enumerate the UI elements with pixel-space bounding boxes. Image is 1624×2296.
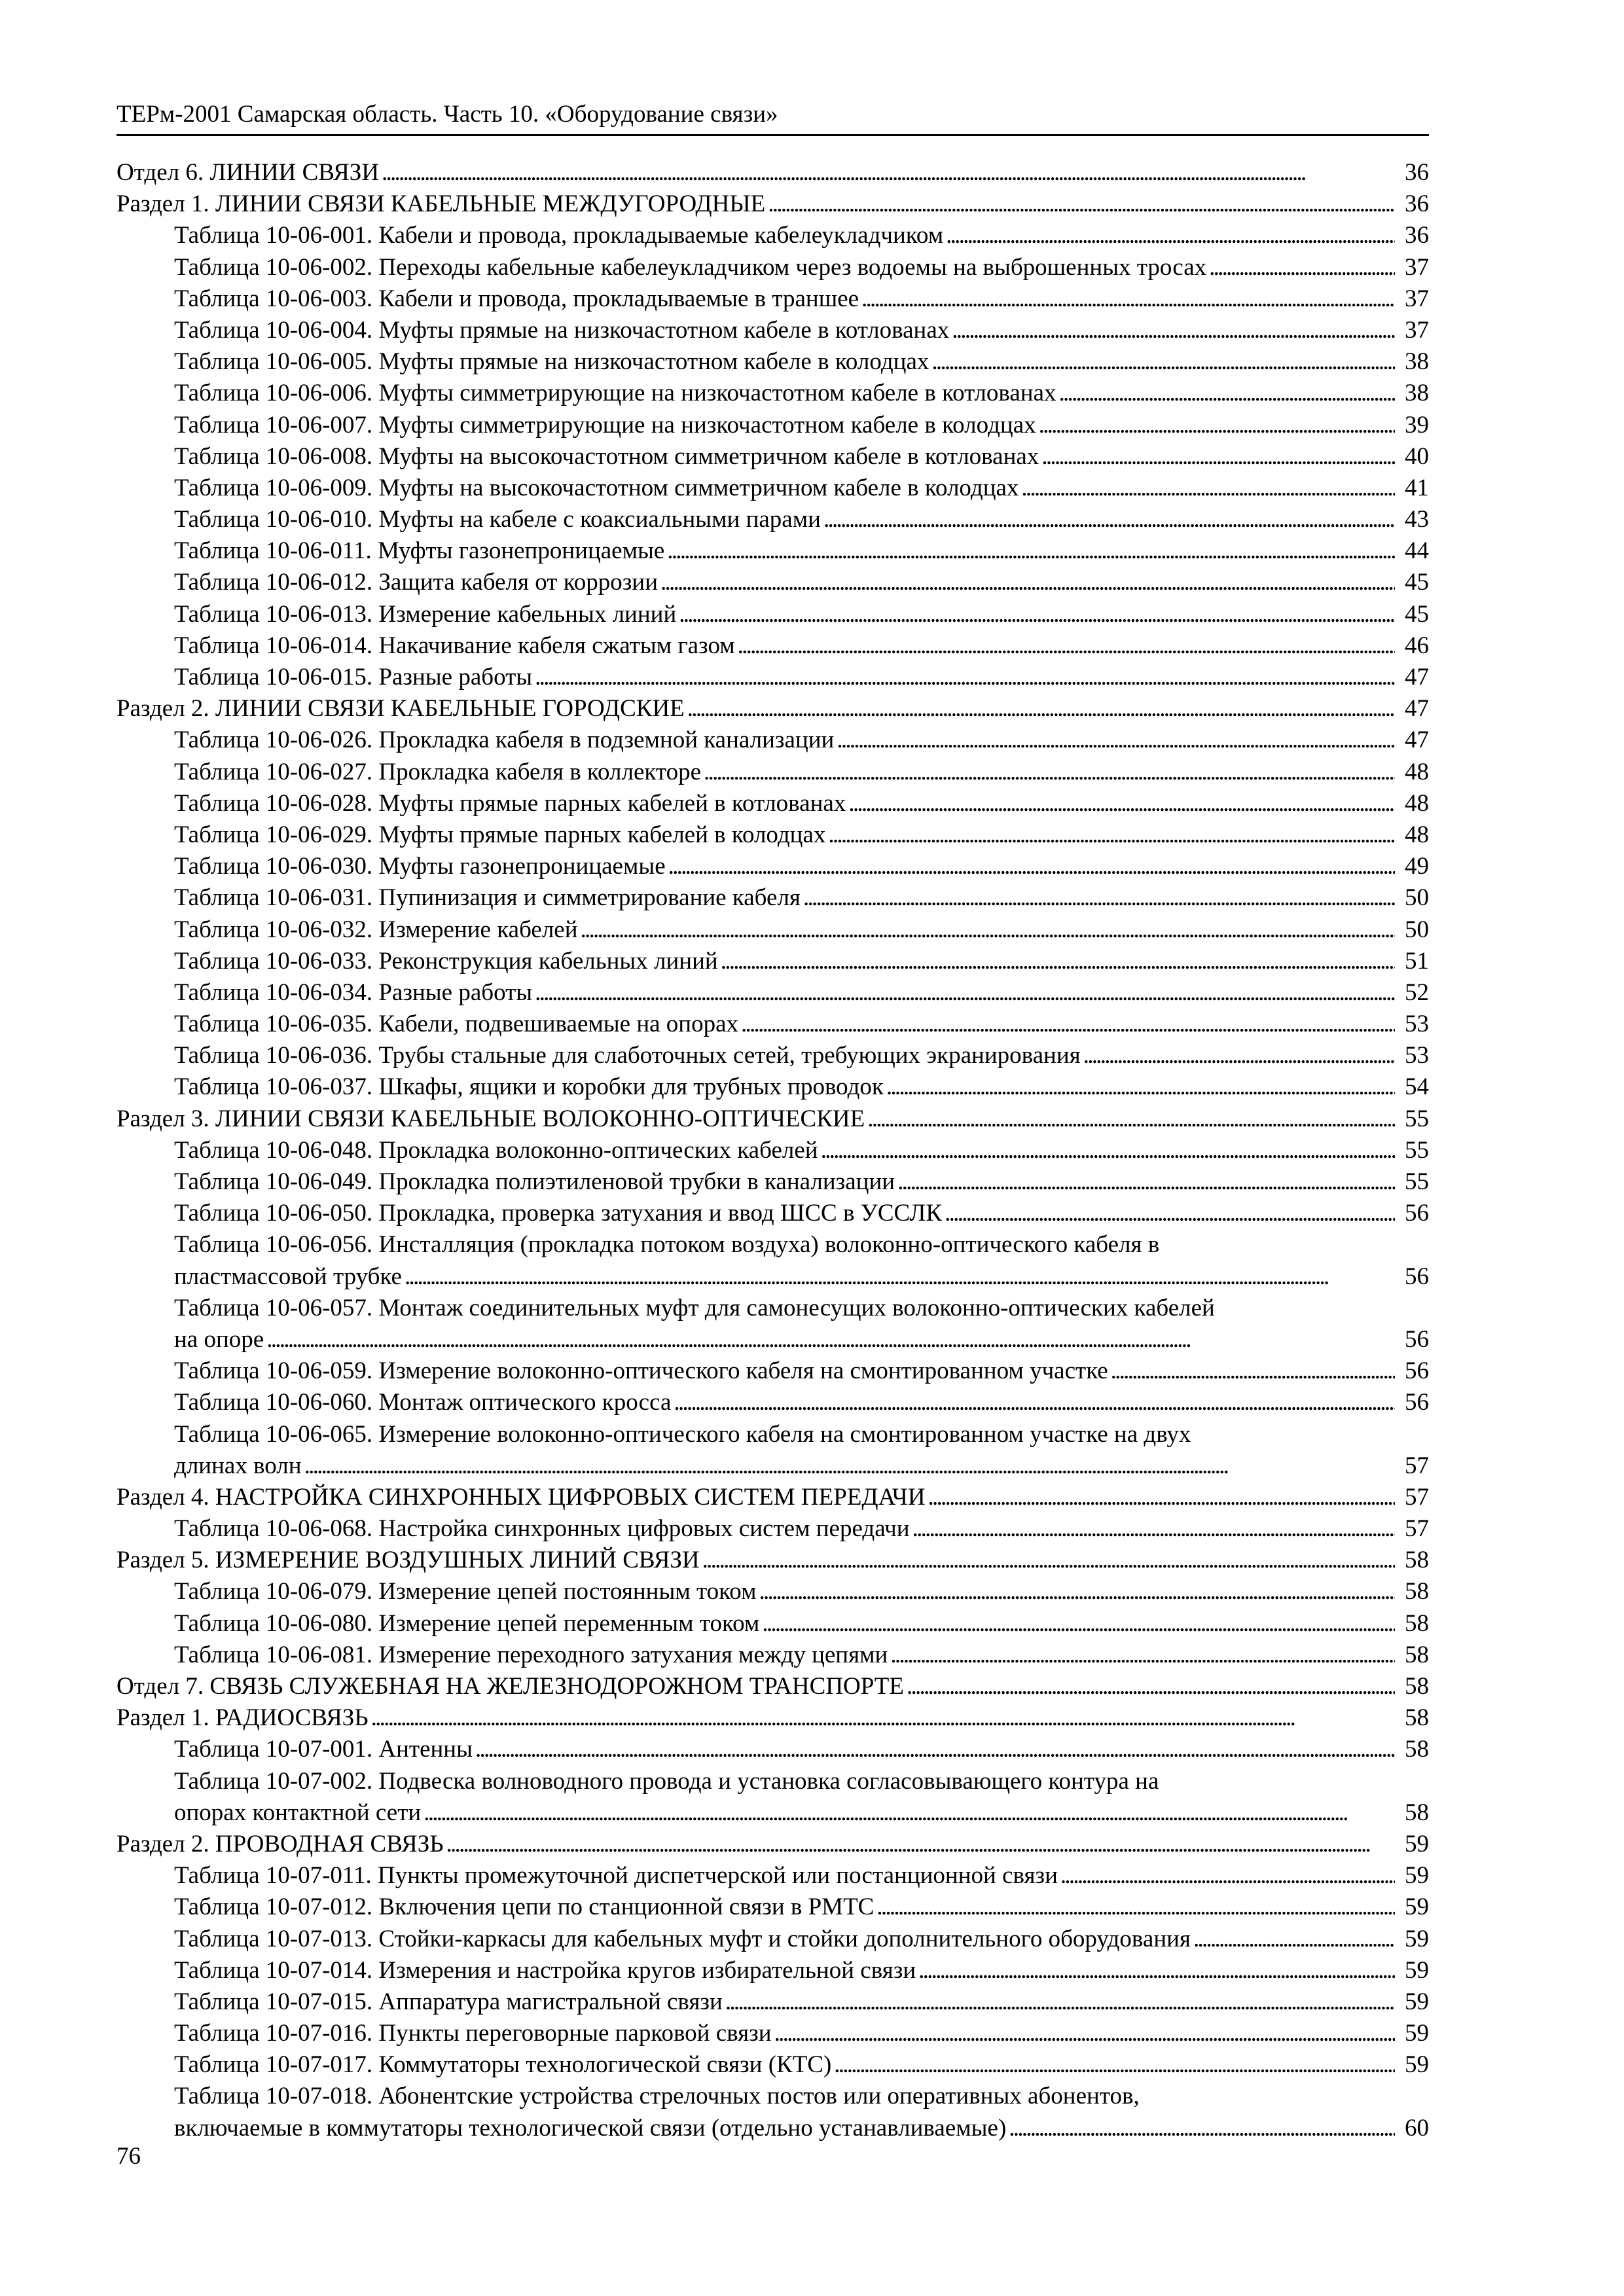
toc-entry-page: 55 bbox=[1405, 1168, 1429, 1195]
toc-entry-title: Таблица 10-06-059. Измерение волоконно-оптического кабеля на смонтированном участке bbox=[174, 1357, 1108, 1385]
dot-leader bbox=[762, 1608, 1395, 1640]
dot-leader bbox=[660, 567, 1395, 598]
toc-entry-title: Таблица 10-06-007. Муфты симметрирующие на низкочастотном кабеле в колодцах bbox=[174, 411, 1036, 439]
toc-entry-page: 56 bbox=[1405, 1200, 1429, 1227]
toc-entry-page: 50 bbox=[1405, 916, 1429, 943]
toc-entry-page: 51 bbox=[1405, 947, 1429, 975]
dot-leader bbox=[897, 1166, 1395, 1198]
toc-table-entry[interactable] bbox=[117, 819, 1429, 851]
toc-table-entry[interactable] bbox=[117, 946, 1429, 977]
toc-entry-page: 55 bbox=[1405, 1136, 1429, 1164]
dot-leader bbox=[1009, 2113, 1395, 2144]
dot-leader bbox=[1041, 441, 1395, 473]
toc-entry-page: 36 bbox=[1405, 222, 1429, 249]
toc-entry-title: Раздел 1. РАДИОСВЯЗЬ bbox=[117, 1704, 369, 1732]
toc-entry-page: 50 bbox=[1405, 884, 1429, 912]
toc-entry-page: 41 bbox=[1405, 474, 1429, 501]
toc-entry-page: 56 bbox=[1405, 1389, 1429, 1416]
toc-table-entry[interactable] bbox=[117, 1229, 1429, 1292]
toc-entry-page: 39 bbox=[1405, 411, 1429, 439]
toc-entry-title: Таблица 10-06-014. Накачивание кабеля сжатым газом bbox=[174, 632, 735, 659]
toc-entry-title: Таблица 10-06-034. Разные работы bbox=[174, 978, 533, 1006]
toc-entry-title-continuation: опорах контактной сети bbox=[174, 1799, 422, 1826]
toc-table-entry[interactable] bbox=[117, 1608, 1429, 1640]
toc-entry-title: Таблица 10-06-032. Измерение кабелей bbox=[174, 916, 578, 943]
toc-entry-title: Таблица 10-06-011. Муфты газонепроницаемые bbox=[174, 537, 665, 565]
toc-entry-title: Таблица 10-06-068. Настройка синхронных цифровых систем передачи bbox=[174, 1515, 910, 1543]
toc-entry-page: 47 bbox=[1405, 726, 1429, 754]
toc-table-entry[interactable] bbox=[117, 1355, 1429, 1387]
toc-entry-title: Таблица 10-06-031. Пупинизация и симметрирование кабеля bbox=[174, 884, 801, 912]
toc-entry-title: Таблица 10-06-060. Монтаж оптического кросса bbox=[174, 1389, 672, 1416]
dot-leader bbox=[1039, 410, 1395, 441]
toc-entry-title: Таблица 10-06-006. Муфты симметрирующие на низкочастотном кабеле в котлованах bbox=[174, 380, 1056, 407]
toc-entry-page: 58 bbox=[1405, 1799, 1429, 1826]
toc-entry-title-continuation: на опоре bbox=[174, 1325, 264, 1353]
toc-table-entry[interactable] bbox=[117, 882, 1429, 914]
toc-entry-title: Таблица 10-06-015. Разные работы bbox=[174, 664, 533, 691]
toc-table-entry[interactable] bbox=[117, 914, 1429, 946]
toc-table-entry[interactable] bbox=[117, 599, 1429, 630]
toc-entry-page: 53 bbox=[1405, 1042, 1429, 1069]
toc-entry-title: Таблица 10-06-013. Измерение кабельных линий bbox=[174, 600, 677, 628]
toc-entry-title: Таблица 10-06-003. Кабели и провода, прокладываемые в траншее bbox=[174, 285, 859, 312]
toc-table-entry[interactable] bbox=[117, 1419, 1429, 1482]
dot-leader bbox=[674, 1387, 1395, 1418]
toc-entry-title: Таблица 10-06-008. Муфты на высокочастотном симметричном кабеле в котлованах bbox=[174, 442, 1039, 470]
toc-entry-page: 44 bbox=[1405, 537, 1429, 565]
toc-table-entry[interactable] bbox=[117, 535, 1429, 567]
dot-leader bbox=[371, 1702, 1395, 1734]
dot-leader bbox=[912, 1513, 1395, 1545]
toc-entry-title: Таблица 10-06-012. Защита кабеля от коррозии bbox=[174, 569, 659, 596]
toc-table-entry[interactable] bbox=[117, 252, 1429, 283]
toc-table-entry[interactable] bbox=[117, 1198, 1429, 1229]
toc-entry-title: Таблица 10-07-001. Антенны bbox=[174, 1736, 473, 1763]
toc-entry-title: Таблица 10-07-002. Подвеска волноводного провода и установка согласовывающего контура на bbox=[174, 1767, 1159, 1795]
header-rule bbox=[117, 134, 1429, 136]
dot-leader bbox=[475, 1734, 1395, 1765]
toc-entry-page: 58 bbox=[1405, 1704, 1429, 1732]
dot-leader bbox=[823, 504, 1395, 535]
dot-leader bbox=[535, 977, 1395, 1009]
toc-entry-title: Таблица 10-06-048. Прокладка волоконно-оптических кабелей bbox=[174, 1136, 818, 1164]
toc-entry-title: Таблица 10-07-011. Пункты промежуточной диспетчерской или постанционной связи bbox=[174, 1862, 1058, 1890]
toc-entry-page: 36 bbox=[1405, 159, 1429, 186]
toc-entry-title: Раздел 4. НАСТРОЙКА СИНХРОННЫХ ЦИФРОВЫХ СИСТЕМ ПЕРЕДАЧИ bbox=[117, 1483, 926, 1511]
toc-entry-page: 58 bbox=[1405, 1641, 1429, 1668]
toc-table-entry[interactable] bbox=[117, 504, 1429, 535]
dot-leader bbox=[738, 630, 1395, 662]
toc-table-entry[interactable] bbox=[117, 1576, 1429, 1607]
toc-entry-title: Таблица 10-06-049. Прокладка полиэтиленовой трубки в канализации bbox=[174, 1168, 895, 1195]
toc-entry-page: 59 bbox=[1405, 1956, 1429, 1984]
dot-leader bbox=[1059, 378, 1395, 409]
toc-entry-page: 56 bbox=[1405, 1325, 1429, 1353]
toc-entry-page: 37 bbox=[1405, 253, 1429, 281]
dot-leader bbox=[946, 220, 1395, 251]
toc-entry-title: Таблица 10-07-013. Стойки-каркасы для кабельных муфт и стойки дополнительного оборудования bbox=[174, 1925, 1191, 1952]
toc-entry-page: 57 bbox=[1405, 1483, 1429, 1511]
dot-leader bbox=[876, 1892, 1395, 1923]
toc-entry-page: 59 bbox=[1405, 1862, 1429, 1890]
toc-entry-page: 56 bbox=[1405, 1357, 1429, 1385]
dot-leader bbox=[405, 1261, 1395, 1293]
table-of-contents bbox=[117, 157, 1429, 2144]
toc-section-entry[interactable] bbox=[117, 157, 1429, 188]
toc-section-entry[interactable] bbox=[117, 693, 1429, 725]
dot-leader bbox=[1060, 1860, 1395, 1892]
dot-leader bbox=[721, 946, 1395, 977]
toc-entry-title: Таблица 10-06-033. Реконструкция кабельных линий bbox=[174, 947, 718, 975]
dot-leader bbox=[446, 1829, 1395, 1860]
dot-leader bbox=[424, 1797, 1395, 1829]
dot-leader bbox=[266, 1324, 1395, 1355]
toc-entry-page: 59 bbox=[1405, 1988, 1429, 2015]
toc-entry-title: Таблица 10-07-012. Включения цепи по станционной связи в РМТС bbox=[174, 1893, 875, 1921]
toc-table-entry[interactable] bbox=[117, 410, 1429, 441]
toc-table-entry[interactable] bbox=[117, 1955, 1429, 1986]
toc-entry-title: Таблица 10-06-010. Муфты на кабеле с коаксиальными парами bbox=[174, 506, 821, 533]
toc-section-entry[interactable] bbox=[117, 188, 1429, 220]
dot-leader bbox=[1193, 1924, 1395, 1955]
toc-entry-page: 37 bbox=[1405, 316, 1429, 344]
toc-entry-page: 45 bbox=[1405, 600, 1429, 628]
toc-table-entry[interactable] bbox=[117, 1387, 1429, 1418]
dot-leader bbox=[952, 315, 1395, 346]
toc-entry-title: Раздел 1. ЛИНИИ СВЯЗИ КАБЕЛЬНЫЕ МЕЖДУГОРОДНЫЕ bbox=[117, 190, 766, 218]
toc-entry-page: 57 bbox=[1405, 1452, 1429, 1479]
toc-table-entry[interactable] bbox=[117, 441, 1429, 473]
dot-leader bbox=[834, 2049, 1395, 2081]
dot-leader bbox=[945, 1198, 1395, 1229]
toc-table-entry[interactable] bbox=[117, 346, 1429, 378]
dot-leader bbox=[837, 725, 1395, 756]
toc-entry-title-continuation: пластмассовой трубке bbox=[174, 1263, 402, 1290]
toc-entry-title-continuation: включаемые в коммутаторы технологической связи (отдельно устанавливаемые) bbox=[174, 2114, 1007, 2142]
toc-entry-page: 58 bbox=[1405, 1673, 1429, 1700]
toc-entry-title: Таблица 10-06-065. Измерение волоконно-оптического кабеля на смонтированном участке на двух bbox=[174, 1420, 1191, 1448]
toc-entry-title: Таблица 10-06-004. Муфты прямые на низкочастотном кабеле в котлованах bbox=[174, 316, 950, 344]
toc-entry-page: 59 bbox=[1405, 1893, 1429, 1921]
dot-leader bbox=[774, 2018, 1395, 2049]
toc-section-entry[interactable] bbox=[117, 1671, 1429, 1702]
toc-entry-title: Отдел 7. СВЯЗЬ СЛУЖЕБНАЯ НА ЖЕЛЕЗНОДОРОЖНОМ ТРАНСПОРТЕ bbox=[117, 1673, 905, 1700]
toc-entry-page: 48 bbox=[1405, 821, 1429, 848]
toc-table-entry[interactable] bbox=[117, 1009, 1429, 1040]
toc-table-entry[interactable] bbox=[117, 2018, 1429, 2049]
page-number: 76 bbox=[117, 2143, 141, 2170]
toc-entry-page: 59 bbox=[1405, 1830, 1429, 1857]
toc-entry-title-continuation: длинах волн bbox=[174, 1452, 302, 1479]
toc-entry-page: 58 bbox=[1405, 1609, 1429, 1637]
toc-entry-title: Таблица 10-06-079. Измерение цепей постоянным током bbox=[174, 1578, 757, 1605]
toc-entry-page: 60 bbox=[1405, 2114, 1429, 2142]
toc-table-entry[interactable] bbox=[117, 1640, 1429, 1671]
dot-leader bbox=[1111, 1355, 1395, 1387]
toc-entry-title: Таблица 10-06-001. Кабели и провода, прокладываемые кабелеукладчиком bbox=[174, 222, 944, 249]
toc-table-entry[interactable] bbox=[117, 378, 1429, 409]
toc-table-entry[interactable] bbox=[117, 725, 1429, 756]
toc-table-entry[interactable] bbox=[117, 662, 1429, 693]
toc-entry-page: 48 bbox=[1405, 758, 1429, 785]
dot-leader bbox=[304, 1450, 1395, 1482]
dot-leader bbox=[918, 1955, 1395, 1986]
toc-table-entry[interactable] bbox=[117, 1986, 1429, 2018]
dot-leader bbox=[702, 1545, 1395, 1576]
toc-entry-page: 40 bbox=[1405, 442, 1429, 470]
running-header: ТЕРм-2001 Самарская область. Часть 10. «Оборудование связи» bbox=[117, 101, 778, 128]
toc-table-entry[interactable] bbox=[117, 1513, 1429, 1545]
toc-table-entry[interactable] bbox=[117, 315, 1429, 346]
toc-table-entry[interactable] bbox=[117, 1924, 1429, 1955]
toc-entry-title: Раздел 2. ПРОВОДНАЯ СВЯЗЬ bbox=[117, 1830, 444, 1857]
toc-table-entry[interactable] bbox=[117, 1293, 1429, 1355]
toc-table-entry[interactable] bbox=[117, 1766, 1429, 1829]
toc-table-entry[interactable] bbox=[117, 2081, 1429, 2144]
toc-entry-title: Таблица 10-06-081. Измерение переходного затухания между цепями bbox=[174, 1641, 888, 1668]
toc-entry-title: Таблица 10-06-050. Прокладка, проверка затухания и ввод ШСС в УССЛК bbox=[174, 1200, 943, 1227]
toc-entry-page: 47 bbox=[1405, 664, 1429, 691]
dot-leader bbox=[848, 788, 1395, 819]
toc-entry-title: Таблица 10-07-018. Абонентские устройства стрелочных постов или оперативных абонентов, bbox=[174, 2083, 1140, 2110]
toc-table-entry[interactable] bbox=[117, 473, 1429, 504]
toc-table-entry[interactable] bbox=[117, 1734, 1429, 1765]
toc-table-entry[interactable] bbox=[117, 788, 1429, 819]
toc-entry-page: 59 bbox=[1405, 2051, 1429, 2079]
toc-entry-page: 55 bbox=[1405, 1105, 1429, 1132]
toc-table-entry[interactable] bbox=[117, 1135, 1429, 1166]
toc-table-entry[interactable] bbox=[117, 1166, 1429, 1198]
dot-leader bbox=[704, 757, 1395, 788]
dot-leader bbox=[581, 914, 1395, 946]
toc-table-entry[interactable] bbox=[117, 283, 1429, 315]
toc-entry-title: Таблица 10-06-037. Шкафы, ящики и коробки для трубных проводок bbox=[174, 1073, 884, 1101]
toc-entry-title: Таблица 10-06-009. Муфты на высокочастотном симметричном кабеле в колодцах bbox=[174, 474, 1019, 501]
dot-leader bbox=[931, 346, 1395, 378]
dot-leader bbox=[679, 599, 1395, 630]
dot-leader bbox=[928, 1482, 1395, 1513]
toc-table-entry[interactable] bbox=[117, 1040, 1429, 1071]
toc-entry-page: 52 bbox=[1405, 978, 1429, 1006]
toc-entry-title: Таблица 10-06-030. Муфты газонепроницаемые bbox=[174, 853, 666, 880]
toc-entry-page: 59 bbox=[1405, 1925, 1429, 1952]
toc-section-entry[interactable] bbox=[117, 1702, 1429, 1734]
toc-entry-title: Таблица 10-07-017. Коммутаторы технологической связи (КТС) bbox=[174, 2051, 832, 2079]
dot-leader bbox=[1021, 473, 1395, 504]
toc-section-entry[interactable] bbox=[117, 1103, 1429, 1135]
toc-entry-page: 37 bbox=[1405, 285, 1429, 312]
dot-leader bbox=[1209, 252, 1395, 283]
dot-leader bbox=[725, 1986, 1395, 2018]
toc-entry-title: Таблица 10-06-056. Инсталляция (прокладка потоком воздуха) волоконно-оптического кабеля в bbox=[174, 1231, 1160, 1259]
toc-table-entry[interactable] bbox=[117, 2049, 1429, 2081]
dot-leader bbox=[828, 819, 1395, 851]
toc-table-entry[interactable] bbox=[117, 1071, 1429, 1103]
toc-entry-page: 46 bbox=[1405, 632, 1429, 659]
toc-entry-page: 57 bbox=[1405, 1515, 1429, 1543]
toc-entry-title: Таблица 10-06-002. Переходы кабельные кабелеукладчиком через водоемы на выброшенных тросах bbox=[174, 253, 1207, 281]
toc-entry-title: Таблица 10-06-029. Муфты прямые парных кабелей в колодцах bbox=[174, 821, 826, 848]
toc-entry-page: 36 bbox=[1405, 190, 1429, 218]
dot-leader bbox=[759, 1576, 1395, 1607]
toc-entry-page: 38 bbox=[1405, 380, 1429, 407]
toc-entry-title: Раздел 3. ЛИНИИ СВЯЗИ КАБЕЛЬНЫЕ ВОЛОКОННО-ОПТИЧЕСКИЕ bbox=[117, 1105, 865, 1132]
dot-leader bbox=[741, 1009, 1395, 1040]
toc-entry-page: 49 bbox=[1405, 853, 1429, 880]
dot-leader bbox=[907, 1671, 1395, 1702]
toc-entry-title: Таблица 10-06-036. Трубы стальные для слаботочных сетей, требующих экранирования bbox=[174, 1042, 1081, 1069]
dot-leader bbox=[535, 662, 1395, 693]
toc-entry-page: 59 bbox=[1405, 2020, 1429, 2047]
toc-entry-page: 43 bbox=[1405, 506, 1429, 533]
toc-section-entry[interactable] bbox=[117, 1545, 1429, 1576]
toc-entry-page: 53 bbox=[1405, 1011, 1429, 1038]
toc-entry-title: Раздел 2. ЛИНИИ СВЯЗИ КАБЕЛЬНЫЕ ГОРОДСКИЕ bbox=[117, 695, 685, 723]
toc-entry-title: Таблица 10-06-005. Муфты прямые на низкочастотном кабеле в колодцах bbox=[174, 348, 929, 376]
toc-entry-page: 56 bbox=[1405, 1263, 1429, 1290]
toc-entry-page: 54 bbox=[1405, 1073, 1429, 1101]
toc-entry-title: Раздел 5. ИЗМЕРЕНИЕ ВОЗДУШНЫХ ЛИНИЙ СВЯЗИ bbox=[117, 1547, 700, 1574]
toc-entry-title: Таблица 10-06-028. Муфты прямые парных кабелей в котлованах bbox=[174, 789, 846, 817]
toc-entry-title: Таблица 10-06-026. Прокладка кабеля в подземной канализации bbox=[174, 726, 835, 754]
toc-entry-title: Таблица 10-07-016. Пункты переговорные парковой связи bbox=[174, 2020, 772, 2047]
toc-entry-page: 47 bbox=[1405, 695, 1429, 723]
toc-table-entry[interactable] bbox=[117, 630, 1429, 662]
toc-entry-title: Таблица 10-06-057. Монтаж соединительных муфт для самонесущих волоконно-оптических кабелей bbox=[174, 1294, 1215, 1321]
dot-leader bbox=[861, 283, 1395, 315]
toc-table-entry[interactable] bbox=[117, 977, 1429, 1009]
toc-section-entry[interactable] bbox=[117, 1829, 1429, 1860]
toc-entry-title: Отдел 6. ЛИНИИ СВЯЗИ bbox=[117, 159, 380, 186]
toc-table-entry[interactable] bbox=[117, 757, 1429, 788]
toc-entry-title: Таблица 10-07-015. Аппаратура магистральной связи bbox=[174, 1988, 723, 2015]
dot-leader bbox=[803, 882, 1395, 914]
dot-leader bbox=[667, 535, 1395, 567]
toc-entry-page: 58 bbox=[1405, 1547, 1429, 1574]
dot-leader bbox=[821, 1135, 1395, 1166]
toc-entry-page: 58 bbox=[1405, 1736, 1429, 1763]
toc-table-entry[interactable] bbox=[117, 1860, 1429, 1892]
dot-leader bbox=[687, 693, 1395, 725]
toc-entry-title: Таблица 10-06-027. Прокладка кабеля в коллекторе bbox=[174, 758, 701, 785]
toc-entry-title: Таблица 10-06-080. Измерение цепей переменным током bbox=[174, 1609, 760, 1637]
toc-entry-page: 38 bbox=[1405, 348, 1429, 376]
dot-leader bbox=[668, 851, 1395, 882]
toc-entry-page: 48 bbox=[1405, 789, 1429, 817]
toc-entry-title: Таблица 10-06-035. Кабели, подвешиваемые на опорах bbox=[174, 1011, 739, 1038]
toc-table-entry[interactable] bbox=[117, 567, 1429, 598]
dot-leader bbox=[890, 1640, 1395, 1671]
toc-entry-title: Таблица 10-07-014. Измерения и настройка кругов избирательной связи bbox=[174, 1956, 916, 1984]
toc-entry-page: 45 bbox=[1405, 569, 1429, 596]
dot-leader bbox=[886, 1071, 1395, 1103]
toc-section-entry[interactable] bbox=[117, 1482, 1429, 1513]
dot-leader bbox=[768, 188, 1395, 220]
toc-table-entry[interactable] bbox=[117, 851, 1429, 882]
toc-table-entry[interactable] bbox=[117, 220, 1429, 251]
toc-table-entry[interactable] bbox=[117, 1892, 1429, 1923]
dot-leader bbox=[1083, 1040, 1395, 1071]
dot-leader bbox=[867, 1103, 1395, 1135]
dot-leader bbox=[382, 157, 1395, 188]
toc-entry-page: 58 bbox=[1405, 1578, 1429, 1605]
